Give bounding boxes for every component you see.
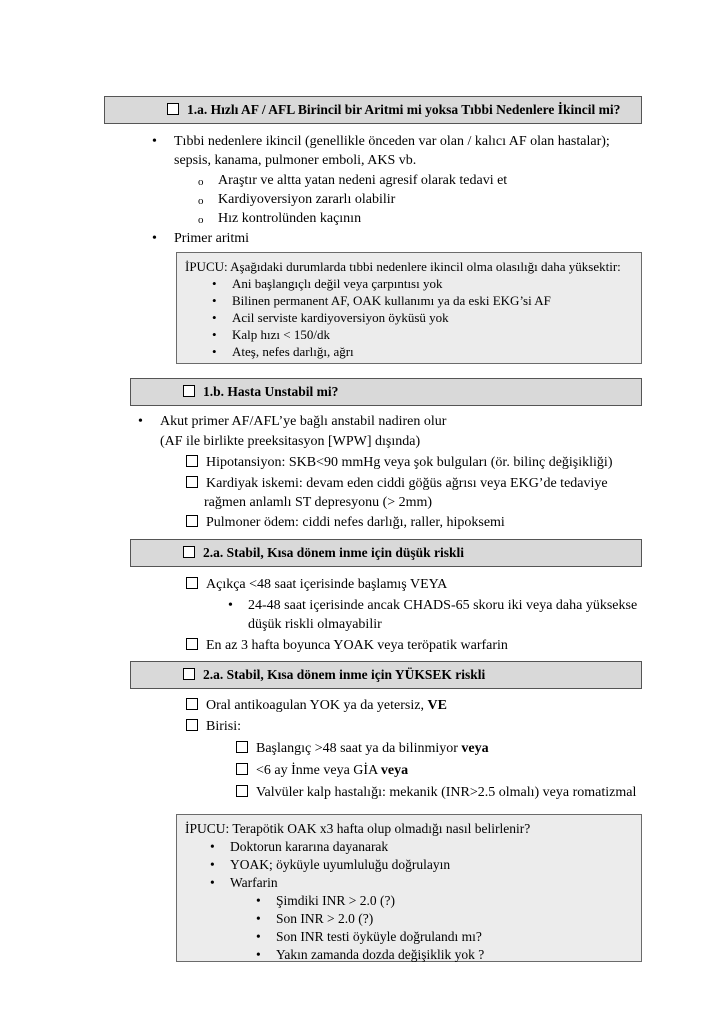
checkbox-icon[interactable]	[183, 668, 195, 680]
bullet-medical-causes-cont: sepsis, kanama, pulmoner emboli, AKS vb.	[174, 153, 417, 168]
checkbox-icon[interactable]	[186, 577, 198, 589]
section-title: 2.a. Stabil, Kısa dönem inme için düşük riskli	[203, 545, 465, 560]
checkbox-icon[interactable]	[186, 698, 198, 710]
checkbox-icon[interactable]	[236, 763, 248, 775]
tip-subitem: • Son INR testi öyküyle doğrulandı mı?	[276, 928, 482, 945]
checklist-pulmonary-edema: Pulmoner ödem: ciddi nefes darlığı, raller, hipoksemi	[186, 514, 505, 532]
tip-item: • Bilinen permanent AF, OAK kullanımı ya da eski EKG’si AF	[232, 292, 551, 309]
tip-subitem: • Yakın zamanda dozda değişiklik yok ?	[276, 946, 484, 963]
section-header-2a-high	[130, 661, 642, 689]
section-header-1b	[130, 378, 642, 406]
bullet-primary-arrhythmia: • Primer aritmi	[174, 230, 249, 248]
tip-item: • Ani başlangıçlı değil veya çarpıntısı yok	[232, 275, 442, 292]
tip-item: • Ateş, nefes darlığı, ağrı	[232, 343, 354, 360]
bullet-unstable-cont: (AF ile birlikte preeksitasyon [WPW] dışında)	[160, 434, 421, 449]
tip-item: • Doktorun kararına dayanarak	[230, 838, 388, 855]
checkbox-icon[interactable]	[186, 515, 198, 527]
subitem-investigate: o Araştır ve altta yatan nedeni agresif olarak tedavi et	[218, 172, 507, 190]
section-title: 1.a. Hızlı AF / AFL Birincil bir Aritmi mi yoksa Tıbbi Nedenlere İkincil mi?	[187, 102, 621, 117]
checkbox-icon[interactable]	[183, 385, 195, 397]
checkbox-icon[interactable]	[186, 476, 198, 488]
checkbox-icon[interactable]	[186, 638, 198, 650]
subcheck-onset: Başlangıç >48 saat ya da bilinmiyor veya	[236, 740, 489, 758]
checkbox-icon[interactable]	[236, 785, 248, 797]
checkbox-icon[interactable]	[167, 103, 179, 115]
bullet-unstable: • Akut primer AF/AFL’ye bağlı anstabil nadiren olur	[160, 413, 446, 431]
section-title: 2.a. Stabil, Kısa dönem inme için YÜKSEK riskli	[203, 667, 486, 682]
checkbox-icon[interactable]	[186, 455, 198, 467]
checklist-onset-48h: Açıkça <48 saat içerisinde başlamış VEYA	[186, 576, 447, 594]
checklist-oral-anticoagulant: Oral antikoagulan YOK ya da yetersiz, VE	[186, 697, 447, 715]
tip-item: • Warfarin	[230, 874, 278, 891]
bullet-icon: •	[228, 598, 233, 613]
tip-subitem: • Son INR > 2.0 (?)	[276, 910, 373, 927]
tip-title: İPUCU: Terapötik OAK x3 hafta olup olmadığı nasıl belirlenir?	[185, 821, 531, 836]
tip-title: İPUCU: Aşağıdaki durumlarda tıbbi nedenlere ikincil olma olasılığı daha yüksektir:	[185, 259, 621, 274]
subcheck-stroke-tia: <6 ay İnme veya GİA veya	[236, 762, 408, 780]
bullet-medical-causes: • Tıbbi nedenlere ikincil (genellikle önceden var olan / kalıcı AF olan hastalar);	[174, 133, 610, 151]
checklist-ischemia: Kardiyak iskemi: devam eden ciddi göğüs ağrısı veya EKG’de tedaviye	[186, 475, 608, 493]
subitem-chads65-cont: düşük riskli olmayabilir	[248, 617, 382, 632]
checkbox-icon[interactable]	[186, 719, 198, 731]
subcheck-valvular: Valvüler kalp hastalığı: mekanik (INR>2.5 olmalı) veya romatizmal	[236, 784, 636, 802]
tip-item: • Kalp hızı < 150/dk	[232, 326, 330, 343]
tip-item: • YOAK; öyküyle uyumluluğu doğrulayın	[230, 856, 450, 873]
subitem-chads65: • 24-48 saat içerisinde ancak CHADS-65 skoru iki veya daha yüksekse	[228, 598, 638, 613]
tip-item: • Acil serviste kardiyoversiyon öyküsü yok	[232, 309, 449, 326]
section-title: 1.b. Hasta Unstabil mi?	[203, 384, 339, 399]
tip-subitem: • Şimdiki INR > 2.0 (?)	[276, 892, 395, 909]
checkbox-icon[interactable]	[236, 741, 248, 753]
checklist-ischemia-cont: rağmen anlamlı ST depresyonu (> 2mm)	[204, 495, 433, 510]
section-header-2a-low	[130, 539, 642, 567]
checklist-either: Birisi:	[186, 718, 241, 736]
subitem-rate-control: o Hız kontrolünden kaçının	[218, 210, 361, 228]
checklist-anticoagulation: En az 3 hafta boyunca YOAK veya teröpatik warfarin	[186, 637, 508, 655]
section-header-1a	[104, 96, 642, 124]
checklist-hypotension: Hipotansiyon: SKB<90 mmHg veya şok bulguları (ör. bilinç değişikliği)	[186, 454, 612, 472]
subitem-cardioversion: o Kardiyoversiyon zararlı olabilir	[218, 191, 395, 209]
checkbox-icon[interactable]	[183, 546, 195, 558]
